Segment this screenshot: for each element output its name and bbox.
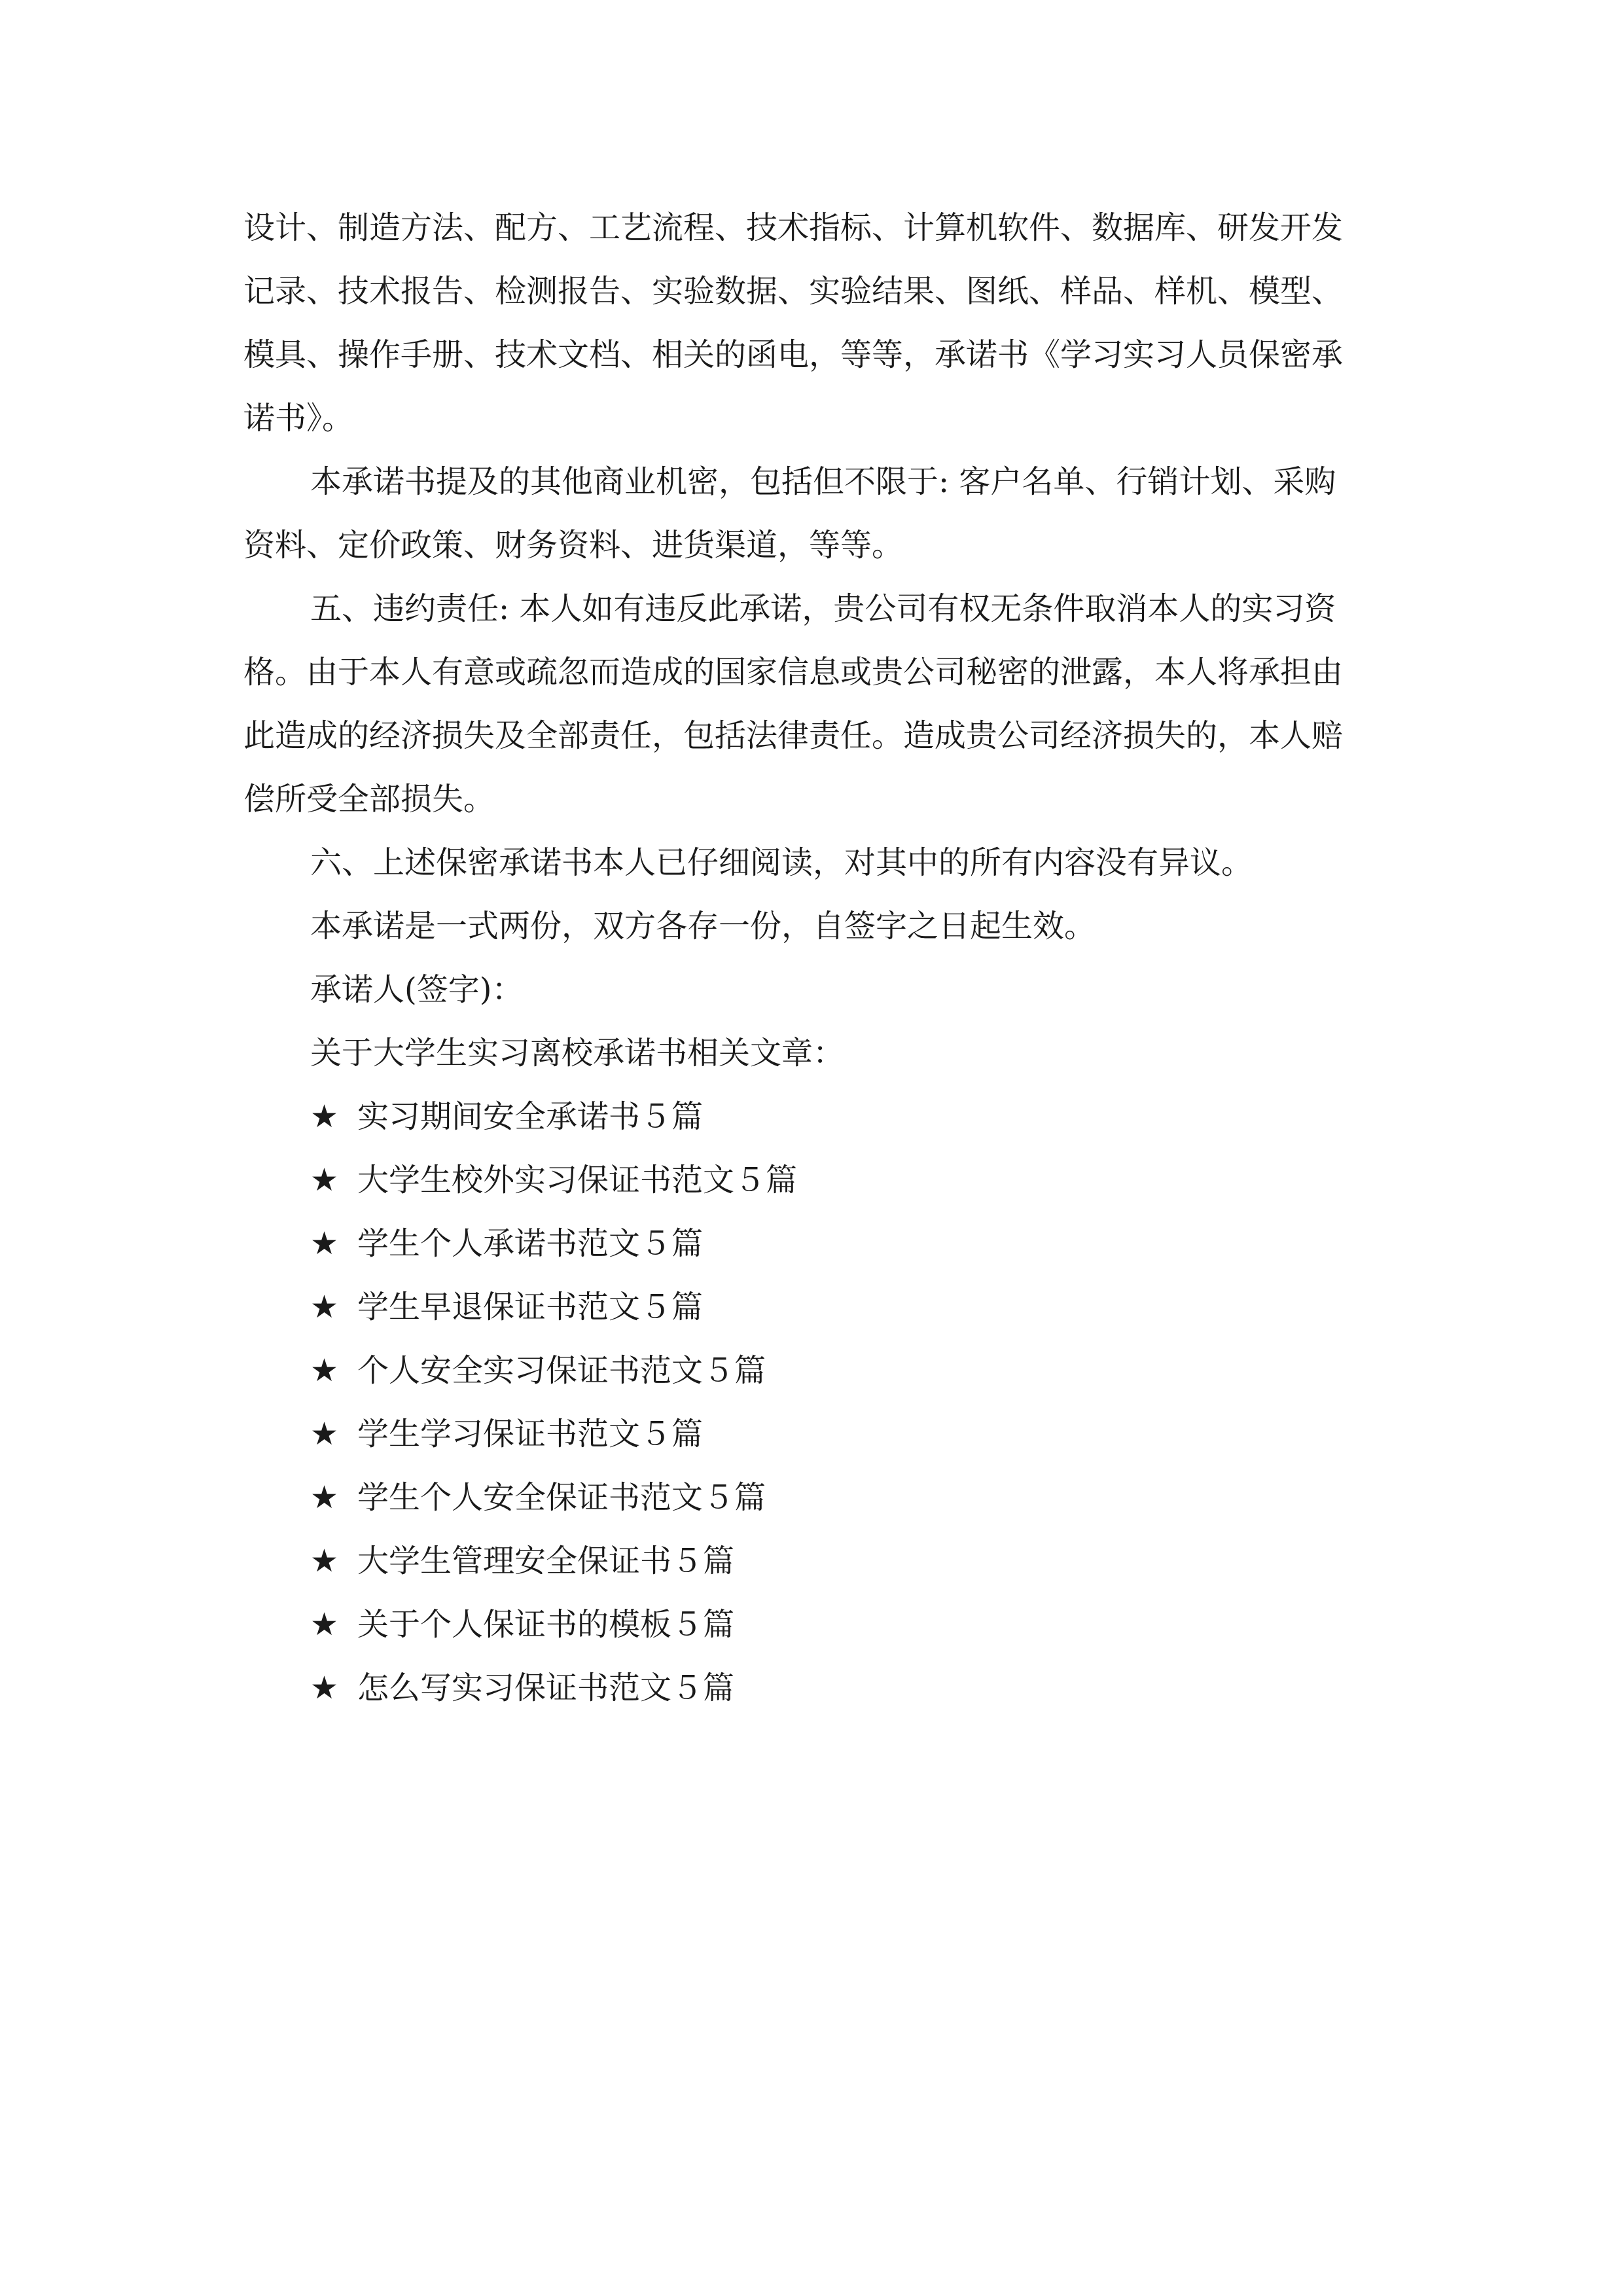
- text-line: 记录、技术报告、检测报告、实验数据、实验结果、图纸、样品、样机、模型、: [243, 273, 1344, 310]
- text-line: 设计、制造方法、配方、工艺流程、技术指标、计算机软件、数据库、研发开发: [243, 209, 1344, 246]
- paragraph-liability: [243, 577, 1395, 831]
- text-line: 偿所受全部损失。: [243, 781, 495, 817]
- related-article-link[interactable]: [243, 1085, 1395, 1149]
- related-article-link[interactable]: [243, 1657, 1395, 1720]
- star-icon: ★: [310, 1225, 339, 1262]
- related-articles-list: [243, 1085, 1395, 1720]
- related-article-link[interactable]: [243, 1149, 1395, 1212]
- text-line: 此造成的经济损失及全部责任，包括法律责任。造成贵公司经济损失的，本人赔: [243, 717, 1344, 754]
- text-line: 格。由于本人有意或疏忽而造成的国家信息或贵公司秘密的泄露，本人将承担由: [243, 654, 1344, 691]
- star-icon: ★: [310, 1289, 339, 1325]
- related-article-link[interactable]: [243, 1530, 1395, 1593]
- related-article-title[interactable]: 学生早退保证书范文５篇: [357, 1289, 704, 1325]
- related-article-link[interactable]: [243, 1276, 1395, 1339]
- related-article-title[interactable]: 学生学习保证书范文５篇: [357, 1416, 704, 1452]
- related-article-title[interactable]: 个人安全实习保证书范文５篇: [357, 1352, 766, 1389]
- text-line: 资料、定价政策、财务资料、进货渠道，等等。: [243, 527, 904, 564]
- related-article-title[interactable]: 实习期间安全承诺书５篇: [357, 1098, 704, 1135]
- related-article-title[interactable]: 关于个人保证书的模板５篇: [357, 1606, 735, 1643]
- related-article-link[interactable]: [243, 1593, 1395, 1657]
- related-article-title[interactable]: 学生个人承诺书范文５篇: [357, 1225, 704, 1262]
- related-articles-heading: 关于大学生实习离校承诺书相关文章：: [310, 1035, 845, 1071]
- star-icon: ★: [310, 1416, 339, 1452]
- related-article-link[interactable]: [243, 1339, 1395, 1403]
- star-icon: ★: [310, 1606, 339, 1643]
- paragraph-other-secrets: [243, 450, 1395, 577]
- related-article-title[interactable]: 怎么写实习保证书范文５篇: [357, 1670, 735, 1706]
- related-article-link[interactable]: [243, 1466, 1395, 1530]
- star-icon: ★: [310, 1352, 339, 1389]
- text-line: 诺书》。: [243, 400, 354, 437]
- paragraph-effectiveness: 本承诺是一式两份，双方各存一份，自签字之日起生效。: [310, 908, 1096, 944]
- text-line: 模具、操作手册、技术文档、相关的函电，等等，承诺书《学习实习人员保密承: [243, 336, 1344, 373]
- signature-label: 承诺人(签字)：: [310, 971, 524, 1008]
- text-line: 本承诺书提及的其他商业机密，包括但不限于: 客户名单、行销计划、采购: [310, 463, 1336, 500]
- related-article-title[interactable]: 学生个人安全保证书范文５篇: [357, 1479, 766, 1516]
- related-article-title[interactable]: 大学生管理安全保证书５篇: [357, 1543, 735, 1579]
- related-article-title[interactable]: 大学生校外实习保证书范文５篇: [357, 1162, 798, 1198]
- paragraph-confidential-scope: [243, 196, 1395, 450]
- star-icon: ★: [310, 1098, 339, 1135]
- related-article-link[interactable]: [243, 1403, 1395, 1466]
- star-icon: ★: [310, 1479, 339, 1516]
- document-body: [243, 196, 1395, 1720]
- text-line: 五、违约责任: 本人如有违反此承诺，贵公司有权无条件取消本人的实习资: [310, 590, 1336, 627]
- star-icon: ★: [310, 1543, 339, 1579]
- related-article-link[interactable]: [243, 1212, 1395, 1276]
- star-icon: ★: [310, 1670, 339, 1706]
- star-icon: ★: [310, 1162, 339, 1198]
- paragraph-acknowledgement: 六、上述保密承诺书本人已仔细阅读，对其中的所有内容没有异议。: [310, 844, 1253, 881]
